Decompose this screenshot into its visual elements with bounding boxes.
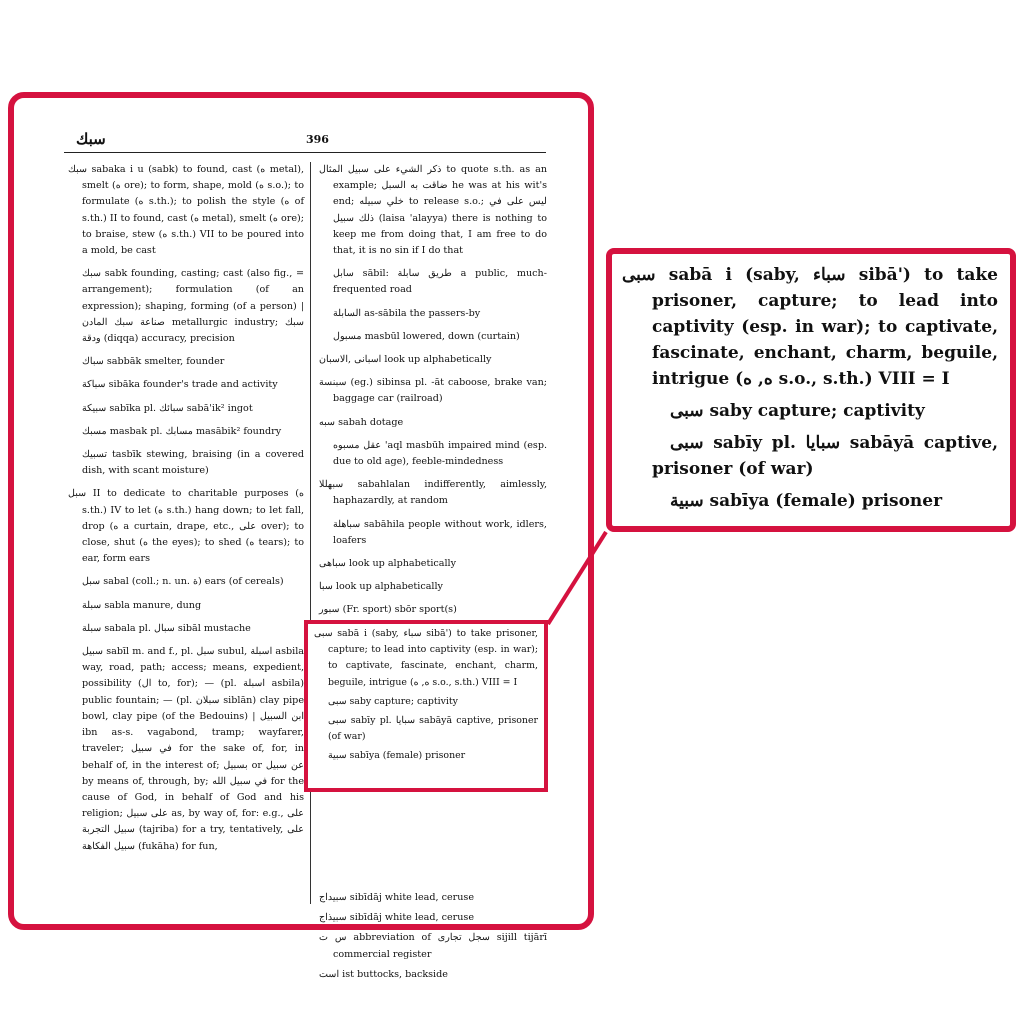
zoomed-sub-entry: سبى saby capture; captivity — [670, 401, 925, 421]
entry: سبك sabaka i u (sabk) to found, cast (ه metal), smelt (ه ore); to form, shape, mold (ه s.o.); to formulate (ه s.th.); to polish the style (ه of s.th.) II to found, cast (ه metal), smelt (ه ore); to braise, stew (ه s.th.) VII to be poured into a mold, be cast — [68, 164, 305, 257]
zoomed-sub-entry: سبية sabīya (female) prisoner — [670, 491, 943, 511]
entry: سبهللا sabahlalan indifferently, aimlessly, haphazardly, at random — [319, 479, 547, 507]
after-highlight-entries — [319, 890, 547, 987]
left-column — [68, 162, 304, 862]
entry: سبل sabal (coll.; n. un. ة) ears (of cereals) — [82, 576, 284, 588]
dictionary-page — [8, 92, 594, 980]
entry: سباك sabbāk smelter, founder — [82, 356, 225, 368]
entry: سباهى look up alphabetically — [319, 558, 457, 570]
entry: السابلة as-sābila the passers-by — [333, 307, 481, 319]
entry: سابل sābil: طريق سابلة a public, much-frequented road — [333, 268, 547, 296]
page-number: 396 — [306, 133, 329, 146]
entry: تسبيك tasbīk stewing, braising (in a covered dish, with scant moisture) — [82, 449, 304, 477]
entry: سبك sabk founding, casting; cast (also fig., = arrangement); formulation (of an expression); shaping, forming (of a person) | صناعة سبك المادن metallurgic industry; سبك ودقة (diqqa) accuracy, precision — [82, 268, 304, 345]
entry: سبا look up alphabetically — [319, 581, 443, 593]
entry: سبه sabah dotage — [319, 416, 404, 428]
entry: مسبك masbak pl. مسابك masābik² foundry — [82, 425, 282, 437]
right-column — [319, 162, 547, 626]
entry: سبل II to dedicate to charitable purposes (ه s.th.) IV to let (ه s.th.) hang down; to let fall, drop (ه a curtain, drape, etc., على over); to close, shut (ه the eyes); to shed (ه tears); to ear, form ears — [68, 488, 304, 565]
entry: اسبانى ,الاسبان look up alphabetically — [319, 354, 492, 366]
highlighted-entry-box — [304, 620, 548, 792]
entry: سبيل sabīl m. and f., pl. سبل subul, اسبلة asbila way, road, path; access; means, expedient, possibility (ال to, for); — (pl. اسبلة asbila) public fountain; — (pl. سبلان siblān) clay pipe bowl, clay pipe (of the Bedouins) | ابن السبيل ibn as-s. vagabond, tramp; wayfarer, traveler; في سبيل for the sake of, for, in behalf of, in the interest of; بسبيل or عن سبيل by means of, through, by; في سبيل الله for the cause of God, in behalf of God and his religion; على سبيل as, by way of, for: e.g., على سبيل التجربة (tajriba) for a try, tentatively, على سبيل الفكاهة (fukāha) for fun, — [82, 646, 305, 852]
entry: سبيداج sibīdāj white lead, ceruse — [319, 892, 475, 903]
entry: است ist buttocks, backside — [319, 968, 448, 980]
zoomed-main-entry: سبى sabā i (saby, سباء sibā') to take prisoner, capture; to lead into captivity (esp. in war); to captivate, fascinate, enchant, charm, beguile, intrigue (ه, ه s.o., s.th.) VIII = I — [622, 265, 999, 389]
entry: سبلة sabla manure, dung — [82, 599, 202, 611]
entry: س ت abbreviation of سجل تجارى sijill tijārī commercial register — [319, 932, 548, 960]
entry: سباكة sibāka founder's trade and activity — [82, 379, 278, 391]
header-word: سبك — [76, 130, 106, 148]
entry: مسبول masbūl lowered, down (curtain) — [333, 330, 520, 342]
highlighted-sub-entry: سبى sabīy pl. سبايا sabāyā captive, prisoner (of war) — [328, 715, 538, 743]
entry: سباهلة sabāhila people without work, idlers, loafers — [333, 518, 547, 546]
entry: سبلة sabala pl. سبال sibāl mustache — [82, 622, 251, 634]
column-divider — [310, 162, 311, 904]
page-header — [64, 130, 546, 153]
highlighted-sub-entry: سبى saby capture; captivity — [328, 695, 458, 707]
entry: سبيكة sabīka pl. سبائك sabā'ik² ingot — [82, 402, 253, 414]
zoomed-sub-entry: سبى sabīy pl. سبايا sabāyā captive, prisoner (of war) — [652, 433, 998, 479]
entry: سبنسة (eg.) sibinsa pl. -āt caboose, brake van; baggage car (railroad) — [319, 377, 547, 405]
entry: سبور (Fr. sport) sbōr sport(s) — [319, 604, 457, 616]
zoomed-entry-callout — [606, 248, 1016, 532]
highlighted-main-entry: سبى sabā i (saby, سباء sibā') to take prisoner, capture; to lead into captivity (esp. in war); to captivate, fascinate, enchant, charm, beguile, intrigue (ه, ه s.o., s.th.) VIII = I — [314, 628, 538, 688]
highlighted-sub-entry: سبية sabīya (female) prisoner — [328, 750, 466, 762]
entry: ذكر الشيء على سبيل المثال to quote s.th. as an example; ضاقت به السبل he was at his wit's end; خلي سبيله to release s.o.; ليس على في ذلك سبيل (laisa 'alayya) there is nothing to keep me from doing that, I am free to do that, it is no sin if I do that — [319, 164, 548, 257]
entry: عقل مسبوه 'aql masbūh impaired mind (esp. due to old age), feeble-mindedness — [333, 439, 548, 468]
entry: سبيذاج sibīdāj white lead, ceruse — [319, 912, 475, 924]
